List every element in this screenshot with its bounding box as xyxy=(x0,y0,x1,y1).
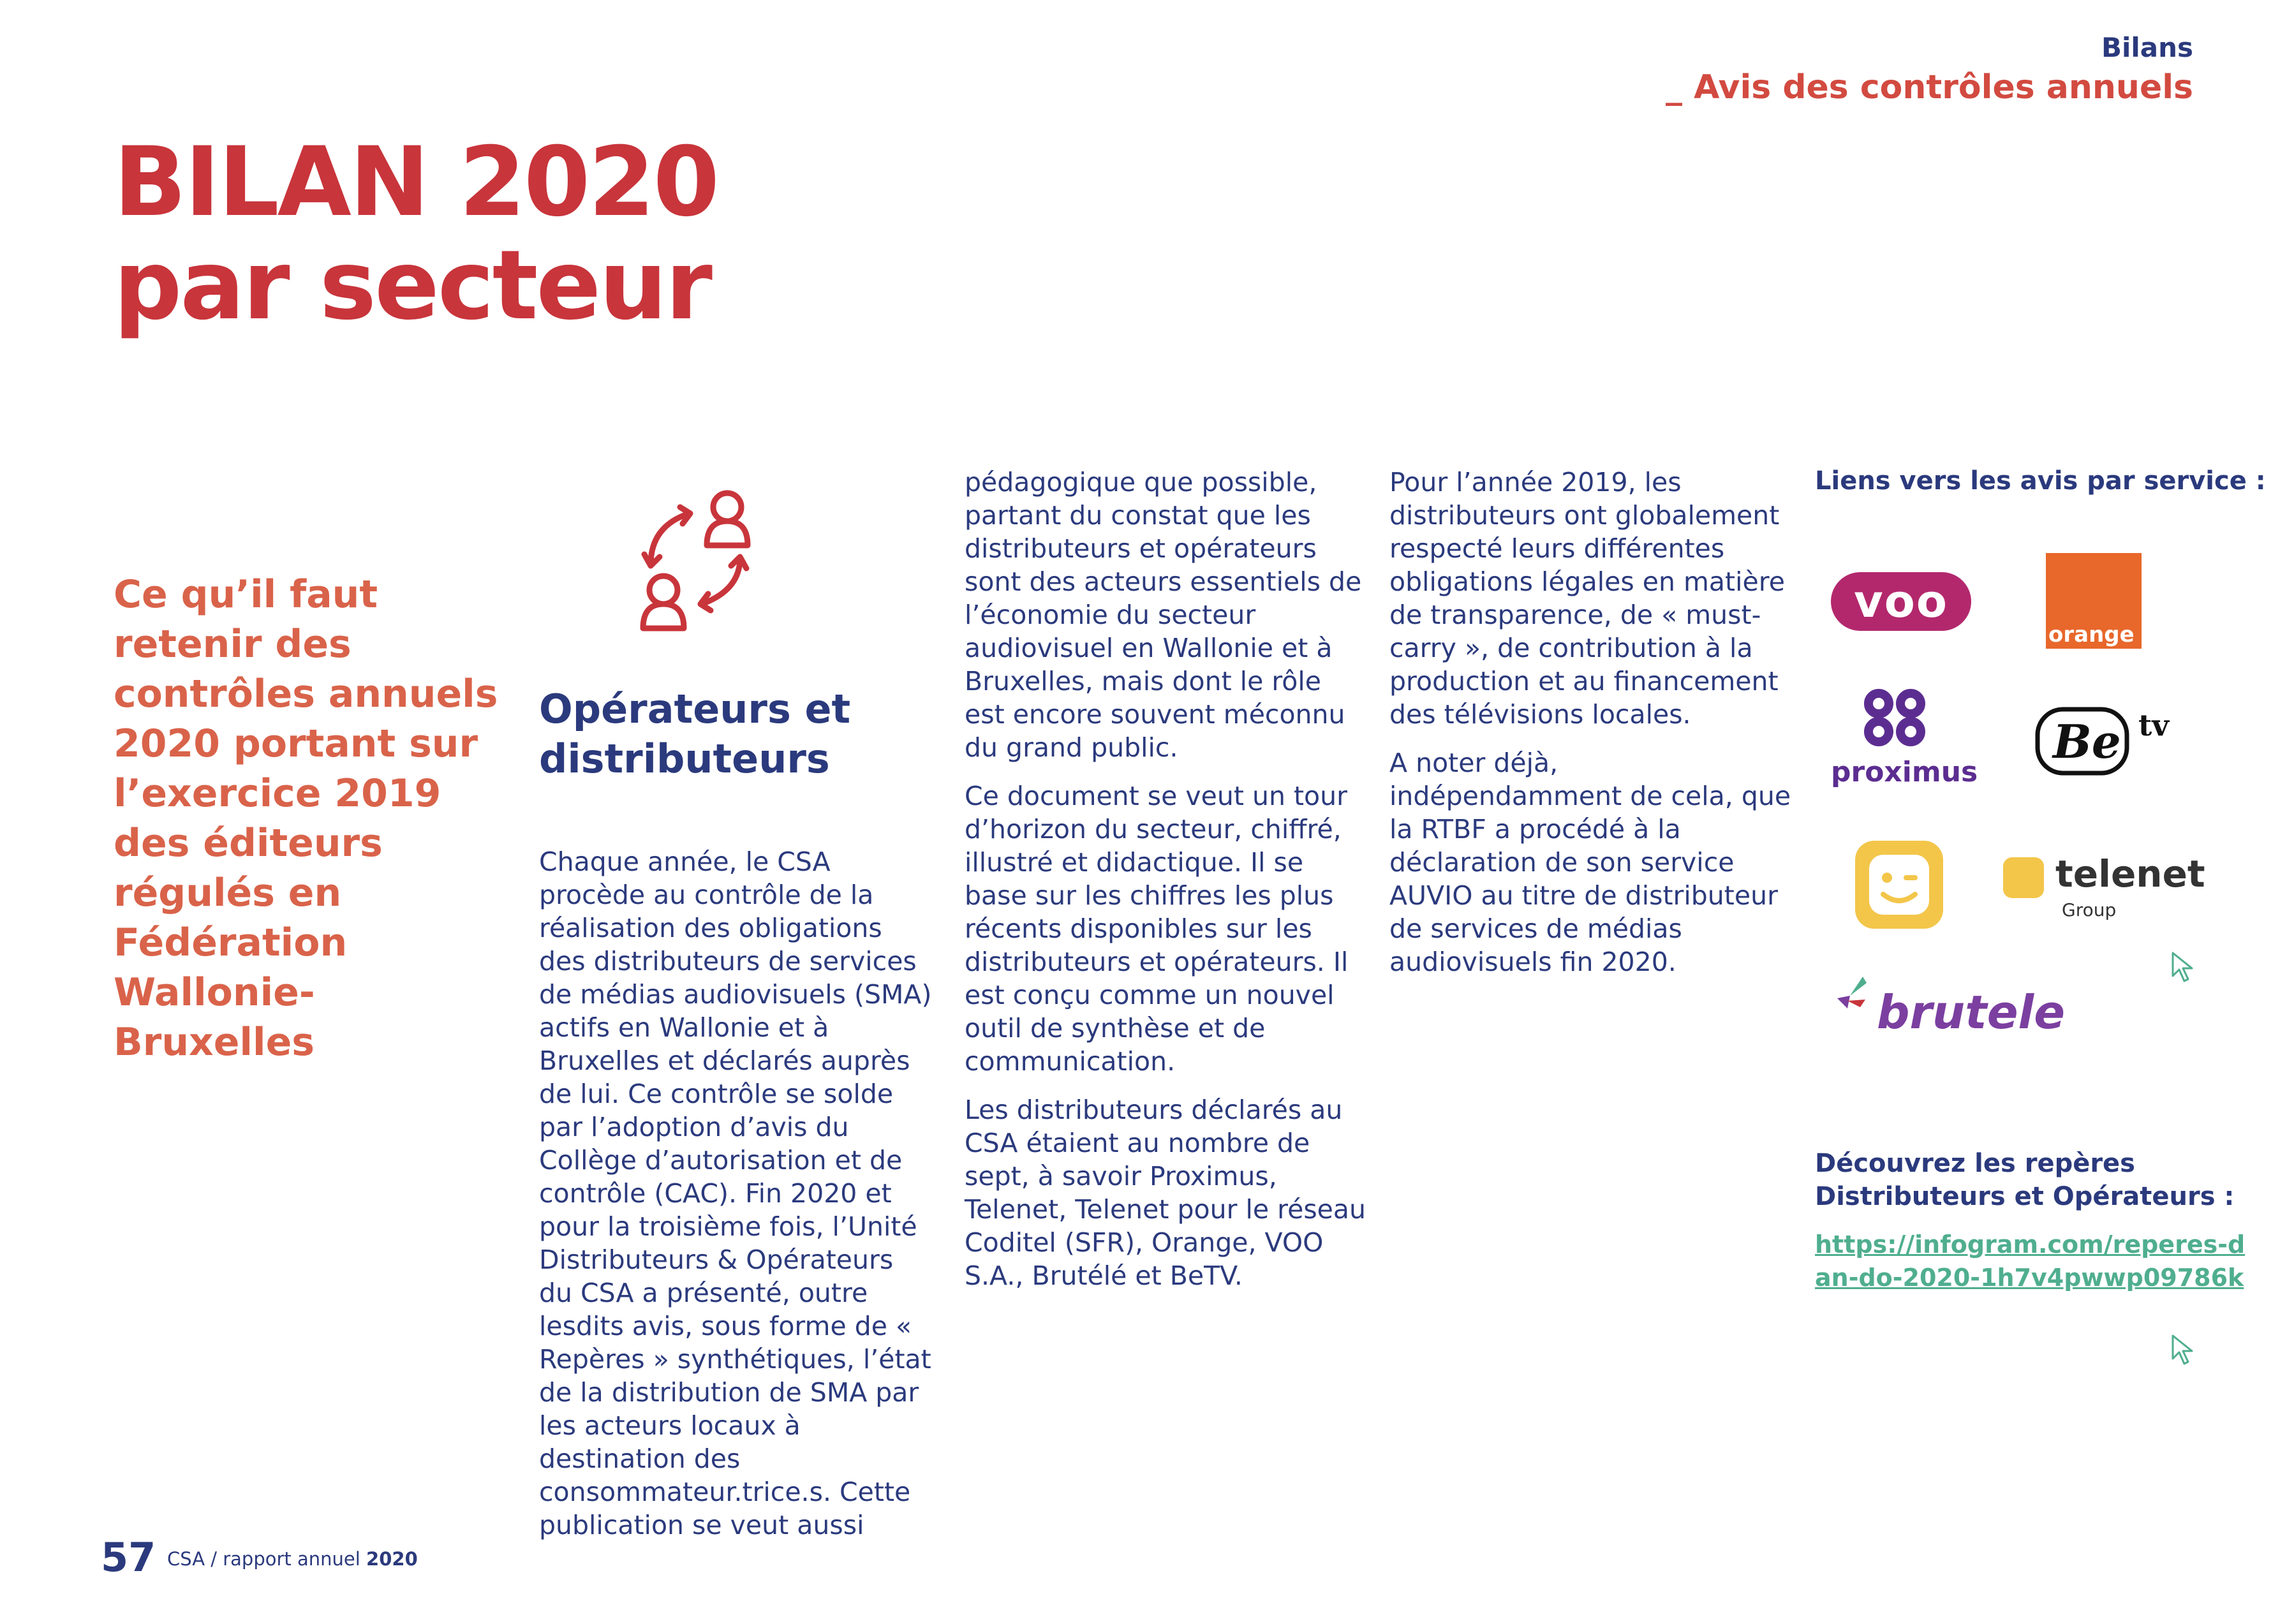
footer-year: 2020 xyxy=(366,1548,418,1570)
body-column-3 xyxy=(1389,466,1791,994)
page-title-line2: par secteur xyxy=(114,230,711,341)
cursor-icon xyxy=(2170,950,2196,984)
operators-exchange-icon xyxy=(625,475,766,641)
body-column-2 xyxy=(965,466,1366,1308)
proximus-logo-link[interactable] xyxy=(1831,686,1978,797)
betv-logo-tv: tv xyxy=(2138,708,2169,742)
brutele-leaf-icon xyxy=(1831,973,1876,1017)
voo-logo-text: voo xyxy=(1854,575,1948,628)
paragraph: Chaque année, le CSA procède au contrôle de la réalisation des obligations des distributeurs de services de médias audiovisuels (SMA) actifs en Wallonie et à Bruxelles et déclarés auprès de lui. Ce contrôle se solde par l’adoption d’avis du Collège d’autorisation et de contrôle (CAC). Fin 2020 et pour la troisième fois, l’Unité Distributeurs & Opérateurs du CSA a présenté, outre lesdits avis, sous forme de « Repères » synthétiques, l’état de la distribution de SMA par les acteurs locaux à destination des consommateur.trice.s. Cette publication se veut aussi xyxy=(539,846,932,1540)
discover-heading: Découvrez les repères Distributeurs et Opérateurs : xyxy=(1815,1149,2235,1211)
brutele-logo-link[interactable] xyxy=(1831,973,2066,1049)
betv-logo-be: Be xyxy=(2053,714,2121,769)
proximus-symbol-icon xyxy=(1860,686,1930,749)
section-name: Bilans xyxy=(2101,32,2193,63)
telenet-logo-text: telenet xyxy=(2055,852,2205,896)
subsection-name: _ Avis des contrôles annuels xyxy=(1666,68,2193,107)
footer-publisher-text: CSA / rapport annuel xyxy=(167,1548,360,1570)
page-title-line1: BILAN 2020 xyxy=(114,127,718,238)
footer-publisher xyxy=(167,1548,418,1570)
orange-logo-link[interactable] xyxy=(2046,553,2142,649)
telenet-face-icon xyxy=(1855,841,1943,929)
infogram-link[interactable]: https://infogram.com/reperes-dan-do-2020-1h7v4pwwp09786k xyxy=(1815,1230,2246,1292)
cursor-icon xyxy=(2170,1333,2196,1366)
brutele-logo-text: brutele xyxy=(1877,985,2066,1039)
paragraph: Pour l’année 2019, les distributeurs ont globalement respecté leurs différentes obligations légales en matière de transparence, de « must-carry », de contribution à la production et au financement des télévisions locales. xyxy=(1389,467,1785,730)
page-number: 57 xyxy=(101,1534,156,1581)
links-heading: Liens vers les avis par service : xyxy=(1815,466,2266,496)
voo-logo-link[interactable] xyxy=(1831,572,1971,631)
lead-text: Ce qu’il faut retenir des contrôles annuels 2020 portant sur l’exercice 2019 des éditeurs régulés en Fédération Wallonie-Bruxelles xyxy=(114,572,498,1065)
paragraph: pédagogique que possible, partant du constat que les distributeurs et opérateurs sont des acteurs essentiels de l’économie du secteur audiovisuel en Wallonie et à Bruxelles, mais dont le rôle est encore souvent méconnu du grand public. xyxy=(965,467,1362,763)
telenet-badge-logo-link[interactable] xyxy=(1855,841,1943,929)
orange-logo-text: orange xyxy=(2048,622,2135,647)
page-title xyxy=(114,127,718,341)
paragraph: Ce document se veut un tour d’horizon du secteur, chiffré, illustré et didactique. Il se base sur les chiffres les plus récents disponibles sur les distributeurs et opérateurs. Il est conçu comme un nouvel outil de synthèse et de communication. xyxy=(965,781,1349,1077)
section-heading: Opérateurs et distributeurs xyxy=(539,686,851,782)
proximus-logo-text: proximus xyxy=(1831,756,1978,788)
betv-logo-link[interactable] xyxy=(2034,703,2180,779)
telenet-group-logo-link[interactable] xyxy=(2003,852,2205,922)
telenet-mini-icon xyxy=(2003,857,2044,898)
section-label xyxy=(1666,31,2193,110)
body-column-1 xyxy=(539,845,935,1557)
paragraph: Les distributeurs déclarés au CSA étaient au nombre de sept, à savoir Proximus, Telenet, Telenet pour le réseau Coditel (SFR), Orange, VOO S.A., Brutélé et BeTV. xyxy=(965,1095,1366,1291)
telenet-group-text: Group xyxy=(2062,899,2117,920)
paragraph: A noter déjà, indépendamment de cela, que la RTBF a procédé à la déclaration de son service AUVIO au titre de distributeur de services de médias audiovisuels fin 2020. xyxy=(1389,748,1791,977)
